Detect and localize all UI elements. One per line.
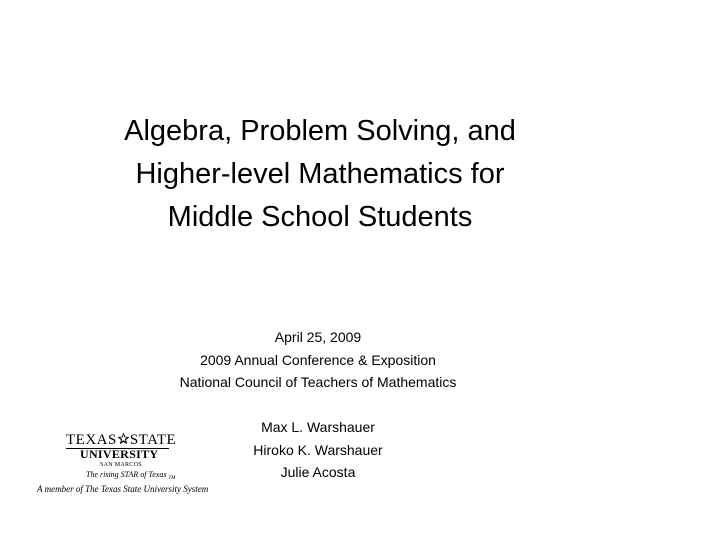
title-line-3: Middle School Students	[167, 201, 473, 233]
logo-campus: SAN MARCOS	[100, 462, 142, 468]
star-icon	[117, 432, 130, 445]
logo-tagline: The rising STAR of Texas	[86, 470, 167, 479]
texas-state-logo	[30, 432, 210, 496]
subtitle-spacer	[140, 394, 496, 417]
slide-title	[60, 110, 580, 239]
logo-state: STATE	[129, 432, 177, 448]
presentation-date: April 25, 2009	[274, 329, 362, 345]
title-line-2: Higher-level Mathematics for	[135, 158, 505, 190]
logo-member-line: A member of The Texas State University System	[37, 484, 209, 494]
logo-university: UNIVERSITY	[80, 447, 159, 461]
logo-trademark: TM	[168, 476, 176, 481]
author-1: Max L. Warshauer	[261, 419, 375, 435]
author-3: Julie Acosta	[280, 464, 356, 480]
organization-name: National Council of Teachers of Mathematics	[179, 374, 457, 390]
logo-texas: TEXAS	[66, 432, 117, 448]
logo-tagline-row	[86, 470, 175, 481]
author-2: Hiroko K. Warshauer	[253, 441, 383, 458]
conference-name: 2009 Annual Conference & Exposition	[200, 351, 436, 368]
title-line-1: Algebra, Problem Solving, and	[124, 115, 516, 147]
